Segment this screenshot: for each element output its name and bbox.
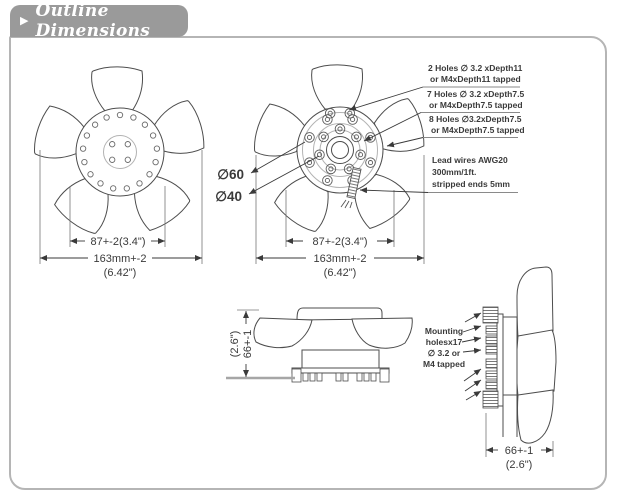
callout-text: ∅ 3.2 or xyxy=(427,348,461,358)
callout-text: 2 Holes ∅ 3.2 xDepth11 xyxy=(428,63,523,73)
callout-text: 300mm/1ft. xyxy=(432,167,477,177)
callout-mounting-holes xyxy=(423,313,481,400)
hub-outer-circle xyxy=(76,108,164,196)
fan-front-view-left xyxy=(30,67,208,238)
dim-overall-in-middle: (6.42") xyxy=(323,267,357,279)
dim-side-height-in: (2.6") xyxy=(229,330,241,358)
callout-text: M4 tapped xyxy=(422,359,466,369)
right-blade-top xyxy=(517,267,553,337)
mounting-arrows xyxy=(462,313,481,400)
right-hub-body xyxy=(503,317,517,395)
side-hub-body xyxy=(302,350,379,368)
dim-side-height xyxy=(229,310,259,377)
right-blade-middle xyxy=(517,330,557,396)
triangle-bullet-icon: ▶ xyxy=(20,14,29,27)
callout-text: holesx17 xyxy=(425,337,463,347)
callout-text: or M4xDepth7.5 tapped xyxy=(431,125,525,135)
callout-text: stripped ends 5mm xyxy=(432,179,510,189)
label-dia-40: ∅40 xyxy=(215,189,242,204)
dim-overall-in-left: (6.42") xyxy=(103,267,137,279)
callout-text: 7 Holes ∅ 3.2 xDepth7.5 xyxy=(427,89,525,99)
right-blade-bottom xyxy=(517,390,553,443)
fan-side-view-right xyxy=(483,267,556,443)
dim-side-height-mm: 66+-1 xyxy=(242,329,254,359)
dim-right-width-in: (2.6") xyxy=(505,459,533,471)
side-blade-right xyxy=(352,318,412,348)
dim-overall-mm-middle: 163mm+-2 xyxy=(313,253,367,265)
side-blade-left xyxy=(254,318,312,348)
callout-text: 8 Holes ∅3.2xDepth7.5 xyxy=(429,114,522,124)
side-flange-bar xyxy=(292,368,389,373)
callout-text: or M4xDepth11 tapped xyxy=(430,74,521,84)
label-dia-60: ∅60 xyxy=(217,167,244,182)
hub-outer-circle xyxy=(297,107,383,193)
callout-text: Lead wires AWG20 xyxy=(432,155,508,165)
page-title: Outline Dimensions xyxy=(35,1,151,41)
dim-right-width-mm: 66+-1 xyxy=(504,445,534,457)
dim-hub-width-middle: 87+-2(3.4") xyxy=(312,236,368,248)
side-blade-top xyxy=(297,308,382,320)
callout-text: Mounting xyxy=(424,326,464,336)
dim-hub-width-left: 87+-2(3.4") xyxy=(90,236,146,248)
fan-front-view-middle xyxy=(250,65,428,236)
dim-overall-mm-left: 163mm+-2 xyxy=(93,253,147,265)
right-mounting-teeth xyxy=(483,307,498,408)
callout-text: or M4xDepth7.5 tapped xyxy=(429,100,523,110)
